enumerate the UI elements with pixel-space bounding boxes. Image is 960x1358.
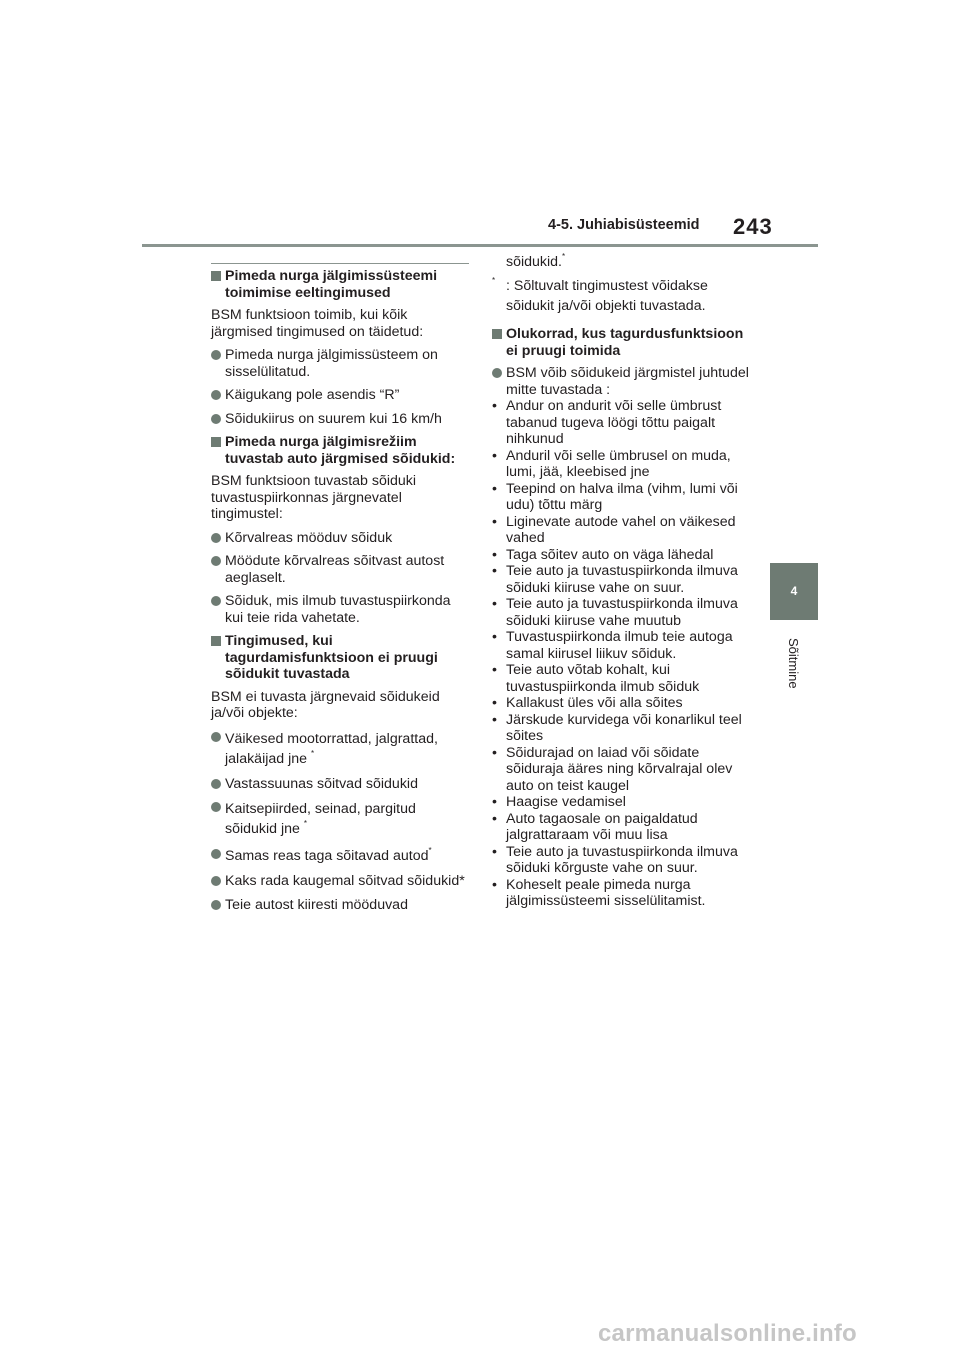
list-item: Käigukang pole asendis “R”	[211, 387, 469, 404]
watermark: carmanualsonline.info	[598, 1320, 857, 1347]
header-rule	[142, 244, 818, 247]
circle-bullet-icon	[211, 732, 221, 742]
sub-list-item: • Andur on andurit või selle ümbrust tabanud tugeva löögi tõttu paigalt nihkunud	[492, 398, 722, 447]
section-title: 4-5. Juhiabisüsteemid	[548, 217, 700, 233]
footnote-marker: *	[562, 252, 566, 261]
list-item: Kaitsepiirded, seinad, pargitud sõidukid jne *	[211, 799, 469, 839]
heading-not-detected: Tingimused, kui tagurdamisfunktsioon ei pruugi sõidukit tuvastada	[211, 633, 469, 683]
circle-bullet-icon	[211, 390, 221, 400]
dot-bullet-icon: •	[492, 843, 497, 860]
sub-list-item: • Teie auto võtab kohalt, kui tuvastuspiirkonda ilmub sõiduk	[492, 662, 700, 695]
square-bullet-icon	[211, 636, 221, 646]
paragraph: BSM funktsioon toimib, kui kõik järgmised tingimused on täidetud:	[211, 307, 424, 340]
footnote-marker: *	[492, 276, 496, 285]
list-item: Sõidukiirus on suurem kui 16 km/h	[211, 411, 469, 428]
dot-bullet-icon: •	[492, 876, 497, 893]
page-number: 243	[733, 214, 773, 239]
left-column	[211, 263, 469, 920]
sub-list	[492, 398, 758, 910]
sub-list-item: • Taga sõitev auto on väga lähedal	[492, 546, 714, 563]
sub-list-item: • Sõidurajad on laiad või sõidate sõiduraja ääres ning kõrvalrajal olev auto on teist kaugel	[492, 744, 733, 794]
dot-bullet-icon: •	[492, 711, 497, 728]
dot-bullet-icon: •	[492, 480, 497, 497]
dot-bullet-icon: •	[492, 794, 497, 810]
continued-text: sõidukid.*	[506, 252, 566, 270]
dot-bullet-icon: •	[492, 629, 497, 645]
sub-list-item: • Liginevate autode vahel on väikesed vahed	[492, 513, 736, 546]
paragraph: BSM funktsioon tuvastab sõiduki tuvastuspiirkonnas järgnevatel tingimustel:	[211, 473, 417, 522]
circle-bullet-icon	[211, 556, 221, 566]
dot-bullet-icon: •	[492, 513, 497, 530]
footnote: * : Sõltuvalt tingimustest võidakse sõidukit ja/või objekti tuvastada.	[492, 276, 708, 314]
footnote-marker: *	[310, 748, 315, 758]
sub-list-item: • Teie auto ja tuvastuspiirkonda ilmuva sõiduki kiiruse vahe on suur.	[492, 563, 738, 596]
list-item: Kaks rada kaugemal sõitvad sõidukid*	[211, 873, 469, 890]
square-bullet-icon	[492, 329, 502, 339]
square-bullet-icon	[211, 437, 221, 447]
heading-limitations: Olukorrad, kus tagurdusfunktsioon ei pruugi toimida	[492, 326, 758, 359]
sub-list-item: • Haagise vedamisel	[492, 794, 626, 810]
sub-list-item: • Järskude kurvidega või konarlikul teel sõites	[492, 711, 742, 744]
sub-list-item: • Kallakust üles või alla sõites	[492, 695, 683, 711]
circle-bullet-icon	[492, 368, 502, 378]
chapter-tab: 4	[770, 563, 818, 620]
sub-list-item: • Anduril või selle ümbrusel on muda, lumi, jää, kleebised jne	[492, 447, 731, 480]
circle-bullet-icon	[211, 533, 221, 543]
list-item: Vastassuunas sõitvad sõidukid	[211, 776, 469, 793]
list-item: Teie autost kiiresti mööduvad	[211, 897, 469, 914]
list-item: Kõrvalreas mööduv sõiduk	[211, 530, 469, 547]
circle-bullet-icon	[211, 900, 221, 910]
footnote-marker: *	[303, 819, 308, 828]
right-column	[492, 252, 758, 910]
circle-bullet-icon	[211, 779, 221, 789]
circle-bullet-icon	[211, 414, 221, 424]
list-item: Pimeda nurga jälgimissüsteem on sisselülitatud.	[211, 347, 469, 380]
sub-list-item: • Koheselt peale pimeda nurga jälgimissüsteemi sisselülitamist.	[492, 876, 706, 909]
list-item: Sõiduk, mis ilmub tuvastuspiirkonda kui teie rida vahetate.	[211, 593, 469, 626]
dot-bullet-icon: •	[492, 447, 497, 464]
circle-bullet-icon	[211, 849, 221, 859]
dot-bullet-icon: •	[492, 546, 497, 563]
circle-bullet-icon	[211, 802, 221, 812]
heading-preconditions: Pimeda nurga jälgimissüsteemi toimimise eeltingimused	[211, 268, 469, 301]
dot-bullet-icon: •	[492, 398, 497, 414]
list-item: BSM võib sõidukeid järgmistel juhtudel mitte tuvastada :	[492, 365, 758, 398]
dot-bullet-icon: •	[492, 596, 497, 612]
heading-detected-vehicles: Pimeda nurga jälgimisrežiim tuvastab auto järgmised sõidukid:	[211, 434, 469, 467]
section-rule	[211, 263, 469, 264]
dot-bullet-icon: •	[492, 662, 497, 678]
dot-bullet-icon: •	[492, 744, 497, 761]
paragraph: BSM ei tuvasta järgnevaid sõidukeid ja/või objekte:	[211, 688, 440, 721]
list-item: Möödute kõrvalreas sõitvast autost aeglaselt.	[211, 553, 469, 586]
sub-list-item: • Teie auto ja tuvastuspiirkonda ilmuva sõiduki kiiruse vahe muutub	[492, 596, 738, 629]
circle-bullet-icon	[211, 350, 221, 360]
chapter-label: Sõitmine	[786, 637, 801, 689]
sub-list-item: • Teie auto ja tuvastuspiirkonda ilmuva sõiduki kõrguste vahe on suur.	[492, 843, 738, 876]
footnote-marker: *	[428, 846, 432, 855]
circle-bullet-icon	[211, 596, 221, 606]
circle-bullet-icon	[211, 876, 221, 886]
list-item: Samas reas taga sõitavad autod*	[211, 846, 469, 866]
dot-bullet-icon: •	[492, 563, 497, 579]
dot-bullet-icon: •	[492, 810, 497, 827]
sub-list-item: • Teepind on halva ilma (vihm, lumi või udu) tõttu märg	[492, 480, 738, 513]
square-bullet-icon	[211, 271, 221, 281]
sub-list-item: • Auto tagaosale on paigaldatud jalgrattaraam või muu lisa	[492, 810, 698, 843]
sub-list-item: • Tuvastuspiirkonda ilmub teie autoga samal kiirusel liikuv sõiduk.	[492, 629, 733, 662]
dot-bullet-icon: •	[492, 695, 497, 711]
list-item: Väikesed mootorrattad, jalgrattad, jalakäijad jne *	[211, 729, 469, 769]
